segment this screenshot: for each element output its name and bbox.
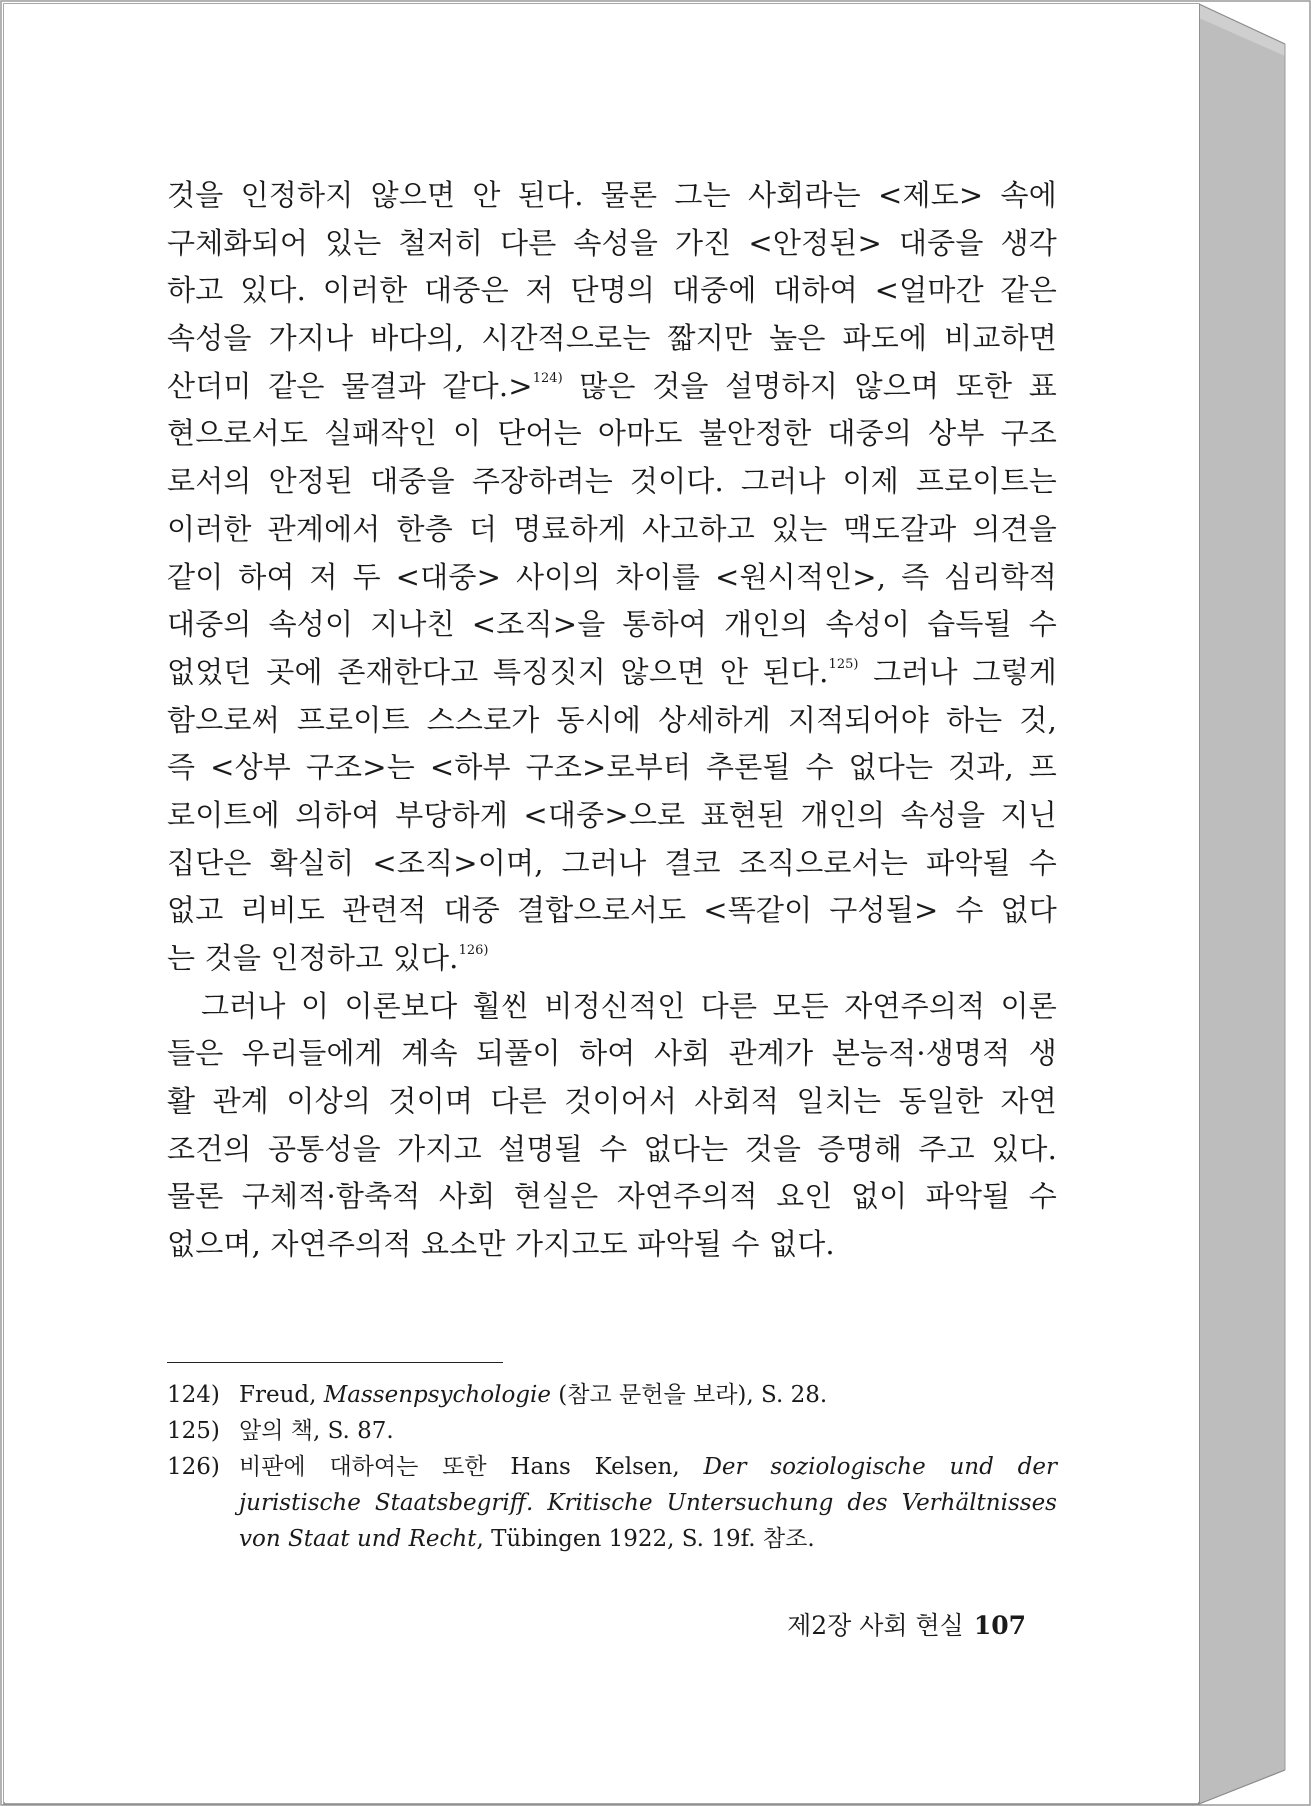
text-line: 들은 우리들에게 계속 되풀이 하여 사회 관계가 본능적·생명적 생 xyxy=(167,1036,1057,1071)
text-line: 현으로서도 실패작인 이 단어는 아마도 불안정한 대중의 상부 구조 xyxy=(167,416,1057,451)
text-line: 조건의 공통성을 가지고 설명될 수 없다는 것을 증명해 주고 있다. xyxy=(167,1131,1057,1166)
text-line: 같이 하여 저 두 <대중> 사이의 차이를 <원시적인>, 즉 심리학적 xyxy=(167,559,1057,594)
text-line: 대중의 속성이 지나친 <조직>을 통하여 개인의 속성이 습득될 수 xyxy=(167,607,1057,642)
text-line: 없으며, 자연주의적 요소만 가지고도 파악될 수 없다. xyxy=(167,1227,835,1262)
body-text xyxy=(167,172,1057,1269)
footnote-detail: 비판에 대하여는 또한 Hans Kelsen, xyxy=(239,1454,704,1480)
footnote-title: von Staat und Recht xyxy=(239,1526,477,1552)
footnote-text xyxy=(239,1413,1057,1449)
footnote-text xyxy=(239,1377,1057,1413)
footnote-number: 126) xyxy=(167,1454,220,1480)
text-line: 활 관계 이상의 것이며 다른 것이어서 사회적 일치는 동일한 자연 xyxy=(167,1084,1057,1119)
text-line: 없고 리비도 관련적 대중 결합으로서도 <똑같이 구성될> 수 없다 xyxy=(167,893,1057,928)
page-footer xyxy=(787,1606,1026,1642)
footnote-text xyxy=(239,1449,1057,1557)
text-line xyxy=(167,363,1057,411)
text-line xyxy=(167,935,1057,983)
footnote-ref-124[interactable]: 124) xyxy=(532,370,563,386)
footnote-title: Massenpsychologie xyxy=(323,1382,551,1408)
text-line: 함으로써 프로이트 스스로가 동시에 상세하게 지적되어야 하는 것, xyxy=(167,702,1057,737)
text-line: 이러한 관계에서 한층 더 명료하게 사고하고 있는 맥도갈과 의견을 xyxy=(167,511,1057,546)
page-number: 107 xyxy=(973,1611,1026,1640)
text-segment: 는 것을 인정하고 있다. xyxy=(167,941,459,975)
text-line: 물론 구체적·함축적 사회 현실은 자연주의적 요인 없이 파악될 수 xyxy=(167,1179,1057,1214)
chapter-label: 제2장 사회 현실 xyxy=(787,1611,964,1640)
footnote-detail: 앞의 책, S. 87. xyxy=(239,1418,394,1444)
footnote-author: Freud, xyxy=(239,1382,324,1408)
text-line: 구체화되어 있는 철저히 다른 속성을 가진 <안정된> 대중을 생각 xyxy=(167,225,1057,260)
footnote-detail: (참고 문헌을 보라), S. 28. xyxy=(550,1382,828,1408)
footnote-125 xyxy=(167,1413,1057,1449)
text-line xyxy=(167,649,1057,697)
text-line: 집단은 확실히 <조직>이며, 그러나 결코 조직으로서는 파악될 수 xyxy=(167,845,1057,880)
footnote-divider xyxy=(167,1362,503,1363)
footnotes xyxy=(167,1377,1057,1557)
text-segment: 없었던 곳에 존재한다고 특징짓지 않으면 안 된다. xyxy=(167,654,829,689)
text-segment: 산더미 같은 물결과 같다.> xyxy=(167,368,533,403)
text-line: 하고 있다. 이러한 대중은 저 단명의 대중에 대하여 <얼마간 같은 xyxy=(167,273,1057,308)
text-segment: 그러나 그렇게 xyxy=(858,654,1057,689)
text-line: 로이트에 의하여 부당하게 <대중>으로 표현된 개인의 속성을 지닌 xyxy=(167,797,1057,832)
footnote-title: juristische Staatsbegriff. Kritische Untersuchung des Verhältnisses xyxy=(239,1490,1057,1516)
footnote-number: 124) xyxy=(167,1382,220,1408)
text-segment: 많은 것을 설명하지 않으며 또한 표 xyxy=(562,368,1058,403)
footnote-124 xyxy=(167,1377,1057,1413)
text-line: 로서의 안정된 대중을 주장하려는 것이다. 그러나 이제 프로이트는 xyxy=(167,464,1057,499)
text-line: 속성을 가지나 바다의, 시간적으로는 짧지만 높은 파도에 비교하면 xyxy=(167,321,1057,356)
footnote-126 xyxy=(167,1449,1057,1557)
footnote-ref-126[interactable]: 126) xyxy=(458,943,489,958)
text-line: 즉 <상부 구조>는 <하부 구조>로부터 추론될 수 없다는 것과, 프 xyxy=(167,750,1057,785)
footnote-detail: , Tübingen 1922, S. 19f. 참조. xyxy=(476,1526,815,1552)
footnote-title: Der soziologische und der xyxy=(703,1454,1057,1480)
footnote-number: 125) xyxy=(167,1418,220,1444)
text-line: 그러나 이 이론보다 훨씬 비정신적인 다른 모든 자연주의적 이론 xyxy=(201,988,1057,1023)
footnote-ref-125[interactable]: 125) xyxy=(828,656,859,672)
text-line: 것을 인정하지 않으면 안 된다. 물론 그는 사회라는 <제도> 속에 xyxy=(167,178,1057,212)
